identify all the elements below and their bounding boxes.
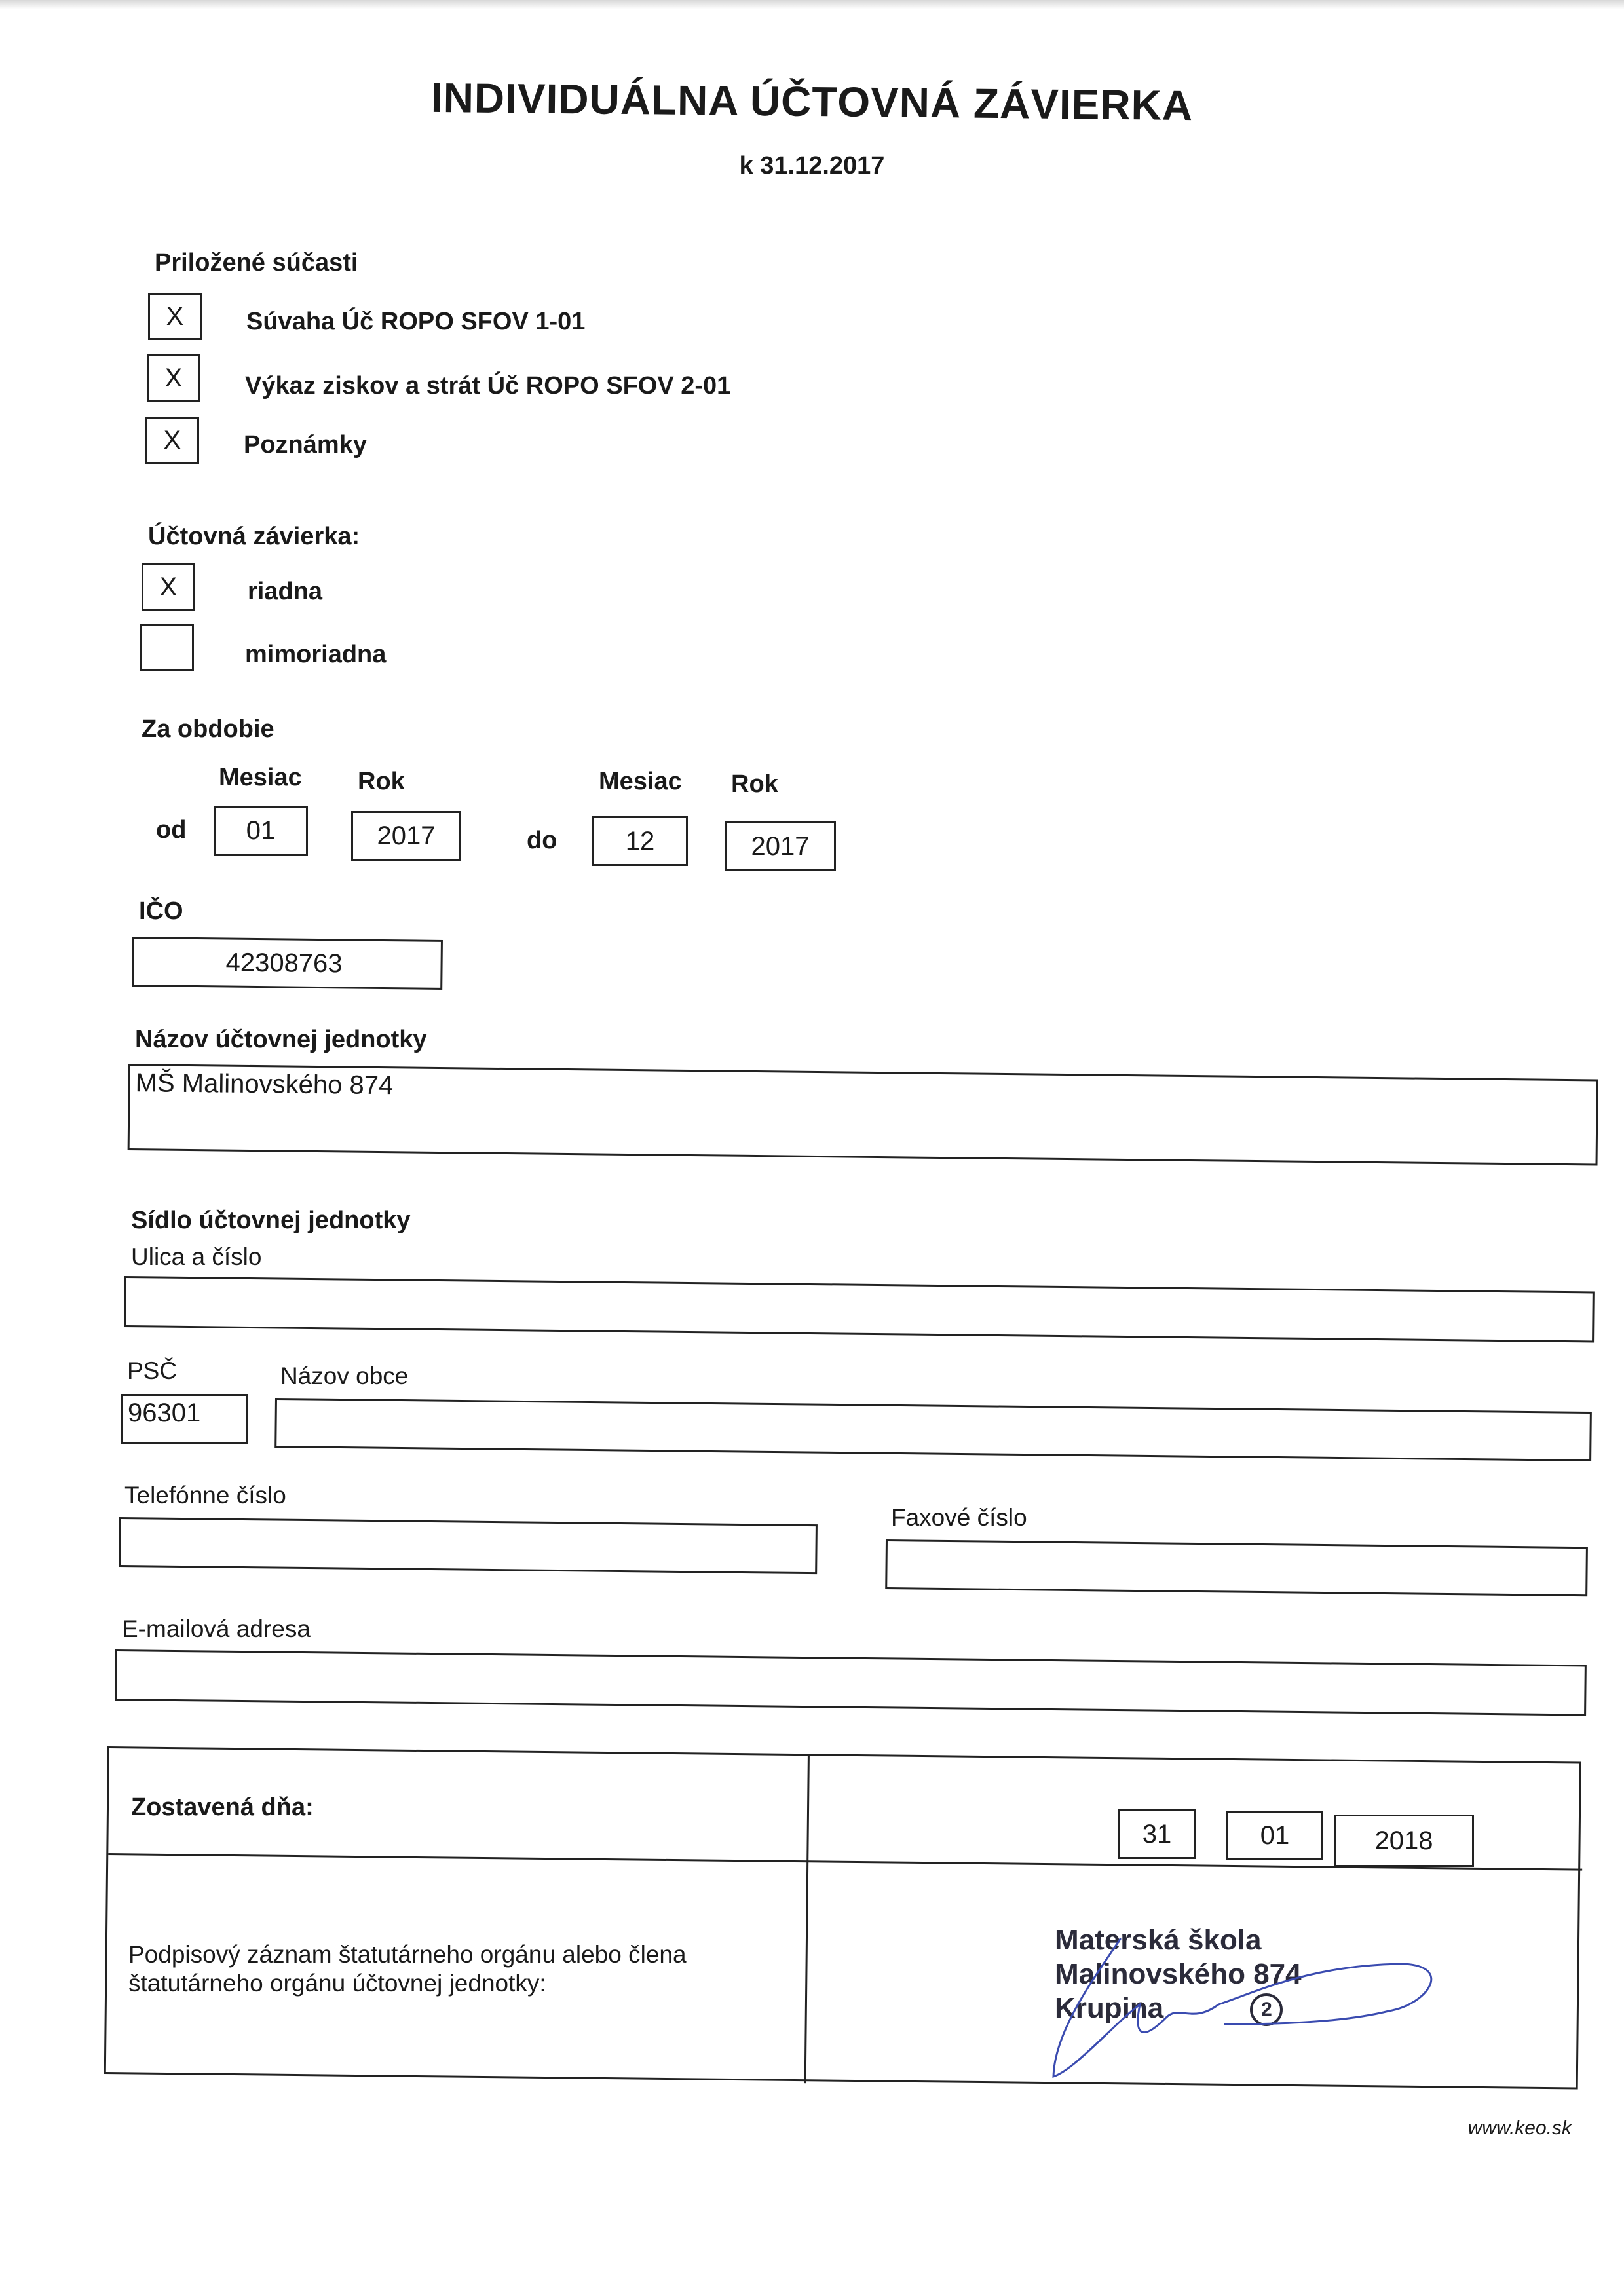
period-from-year-field[interactable]: 2017 <box>351 811 461 861</box>
street-label: Ulica a číslo <box>131 1243 262 1270</box>
email-field[interactable] <box>115 1649 1587 1716</box>
document-date: k 31.12.2017 <box>739 152 885 179</box>
table-column-divider <box>804 1756 810 2083</box>
period-to-month-label: Mesiac <box>599 768 682 795</box>
ico-label: IČO <box>139 897 183 925</box>
checkbox-suvaha-label: Súvaha Úč ROPO SFOV 1-01 <box>246 308 586 335</box>
fax-label: Faxové číslo <box>891 1504 1027 1531</box>
period-to-label: do <box>527 827 557 854</box>
psc-label: PSČ <box>127 1357 178 1384</box>
compiled-day-field[interactable]: 31 <box>1118 1809 1196 1859</box>
address-heading: Sídlo účtovnej jednotky <box>131 1207 411 1234</box>
footer-website: www.keo.sk <box>1467 2117 1572 2139</box>
phone-label: Telefónne číslo <box>124 1482 286 1509</box>
stamp-number: 2 <box>1250 1993 1283 2026</box>
checkbox-vykaz-label: Výkaz ziskov a strát Úč ROPO SFOV 2-01 <box>245 372 731 400</box>
stamp-line2: Malinovského 874 <box>1055 1958 1302 1990</box>
closing-type-heading: Účtovná závierka: <box>148 523 360 550</box>
phone-field[interactable] <box>119 1517 818 1574</box>
entity-name-label: Názov účtovnej jednotky <box>135 1026 427 1053</box>
period-from-year-label: Rok <box>358 768 405 795</box>
period-from-label: od <box>156 816 187 844</box>
street-field[interactable] <box>124 1276 1595 1342</box>
checkbox-vykaz[interactable]: X <box>147 354 200 402</box>
stamp-line1: Materská škola <box>1055 1924 1262 1956</box>
period-to-year-label: Rok <box>731 770 778 798</box>
period-from-month-field[interactable]: 01 <box>214 806 308 856</box>
checkbox-riadna-label: riadna <box>248 578 323 605</box>
compiled-year-field[interactable]: 2018 <box>1334 1815 1474 1867</box>
compiled-month-field[interactable]: 01 <box>1226 1811 1323 1860</box>
period-to-month-field[interactable]: 12 <box>592 816 688 866</box>
signature-label <box>128 1940 687 1998</box>
checkbox-poznamky[interactable]: X <box>145 417 199 464</box>
stamp-city: Krupina <box>1055 1992 1164 2024</box>
signature-label-line1: Podpisový záznam štatutárneho orgánu alebo člena <box>128 1941 687 1968</box>
ico-field[interactable]: 42308763 <box>132 937 443 990</box>
document-title: INDIVIDUÁLNA ÚČTOVNÁ ZÁVIERKA <box>430 73 1194 130</box>
period-heading: Za obdobie <box>142 715 274 743</box>
checkbox-mimoriadna[interactable] <box>140 624 194 671</box>
city-label: Názov obce <box>280 1363 409 1389</box>
fax-field[interactable] <box>885 1539 1588 1596</box>
signature-label-line2: štatutárneho orgánu účtovnej jednotky: <box>128 1970 546 1997</box>
psc-field[interactable]: 96301 <box>121 1394 248 1444</box>
scan-edge-shadow <box>0 0 1624 9</box>
checkbox-riadna[interactable]: X <box>142 563 195 611</box>
checkbox-mimoriadna-label: mimoriadna <box>245 641 387 668</box>
checkbox-poznamky-label: Poznámky <box>244 431 367 459</box>
period-to-year-field[interactable]: 2017 <box>725 821 836 871</box>
compiled-date-label: Zostavená dňa: <box>131 1794 314 1821</box>
city-field[interactable] <box>274 1398 1592 1461</box>
period-from-month-label: Mesiac <box>219 764 302 791</box>
components-heading: Priložené súčasti <box>155 249 358 276</box>
email-label: E-mailová adresa <box>122 1615 311 1642</box>
entity-name-field[interactable]: MŠ Malinovského 874 <box>128 1064 1598 1165</box>
handwritten-signature <box>1035 1926 1467 2096</box>
checkbox-suvaha[interactable]: X <box>148 293 202 340</box>
